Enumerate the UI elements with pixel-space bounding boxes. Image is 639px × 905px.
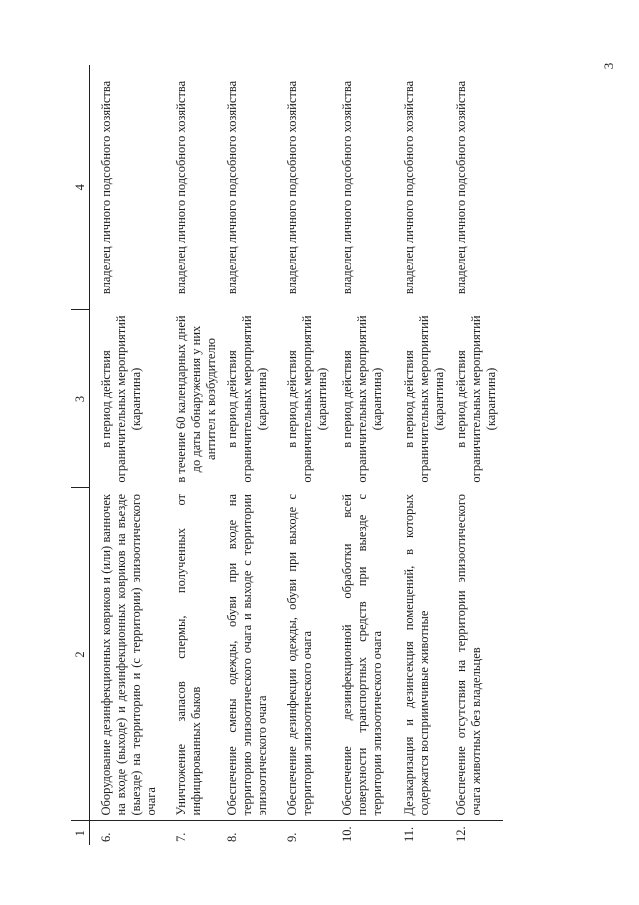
row-number: 9.: [284, 832, 299, 842]
measures-table-sheet: [71, 65, 546, 845]
row-number: 7.: [173, 832, 188, 842]
row-number: 12.: [453, 826, 468, 842]
header-col-1: 1: [71, 821, 90, 845]
row-number: 10.: [339, 826, 354, 842]
row-number: 11.: [401, 826, 416, 842]
header-col-3: 3: [71, 310, 90, 488]
row-responsible: владелец личного подсобного хозяйства: [173, 80, 188, 295]
page-number: 3: [601, 62, 616, 70]
header-col-2: 2: [71, 488, 90, 821]
table-row: [279, 65, 334, 845]
row-responsible: владелец личного подсобного хозяйства: [224, 80, 239, 295]
row-responsible: владелец личного подсобного хозяйства: [401, 80, 416, 295]
row-term: в период действия ограничительных мероприятий (карантина): [339, 315, 384, 483]
row-responsible: владелец личного подсобного хозяйства: [284, 80, 299, 295]
row-term: в период действия ограничительных мероприятий (карантина): [401, 315, 446, 483]
table-row: [448, 65, 503, 845]
measures-table: [71, 65, 503, 845]
table-row: [219, 65, 279, 845]
table-header-row: [71, 65, 90, 845]
table-row: [168, 65, 219, 845]
row-measure: Обеспечение смены одежды, обуви при входе на территорию эпизоотического очага и выходе с территории эпизоотического очага: [224, 494, 269, 816]
row-measure: Обеспечение отсутствия на территории эпизоотического очага животных без владельцев: [453, 494, 483, 816]
row-responsible: владелец личного подсобного хозяйства: [339, 80, 354, 295]
row-measure: Дезакаризация и дезинсекция помещений, в которых содержатся восприимчивые животные: [401, 494, 431, 816]
row-measure: Уничтожение запасов спермы, полученных от инфицированных быков: [173, 494, 203, 816]
row-measure: Обеспечение дезинфекционной обработки всей поверхности транспортных средств при выезде с территории эпизоотического очага: [339, 494, 384, 816]
row-responsible: владелец личного подсобного хозяйства: [99, 80, 113, 295]
row-measure: Обеспечение дезинфекции одежды, обуви при выходе с территории эпизоотического очага: [284, 494, 314, 816]
row-term: в период действия ограничительных мероприятий (карантина): [284, 315, 329, 483]
row-term: в течение 60 календарных дней до даты обнаружения у них антител к возбудителю: [173, 315, 218, 483]
table-row: [90, 65, 168, 845]
row-number: 6.: [99, 832, 113, 842]
row-responsible: владелец личного подсобного хозяйства: [453, 80, 468, 295]
table-row: [396, 65, 448, 845]
row-term: в период действия ограничительных мероприятий (карантина): [224, 315, 269, 483]
row-measure: Оборудование дезинфекционных ковриков и (или) ванночек на входе (выходе) и дезинфекционных ковриков на въезде (выезде) на территорию и (с территории) эпизоотического очага: [99, 494, 158, 816]
header-col-4: 4: [71, 65, 90, 310]
row-term: в период действия ограничительных мероприятий (карантина): [453, 315, 498, 483]
table-row: [334, 65, 396, 845]
row-term: в период действия ограничительных мероприятий (карантина): [99, 315, 143, 483]
row-number: 8.: [224, 832, 239, 842]
